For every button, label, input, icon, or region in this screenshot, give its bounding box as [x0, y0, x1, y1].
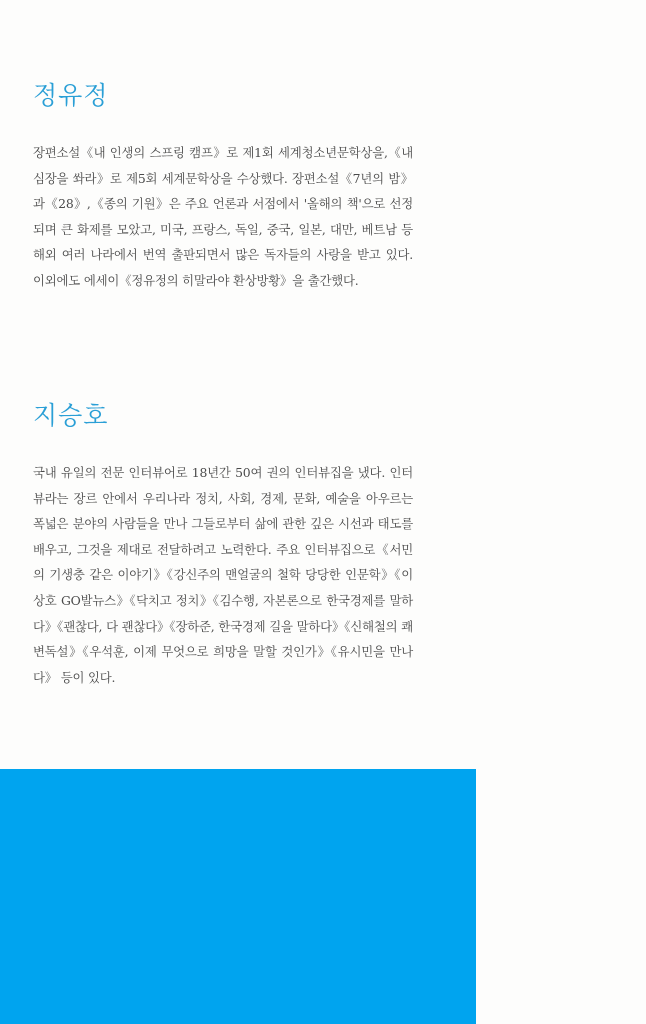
author-name: 지승호	[33, 401, 109, 430]
author-name: 정유정	[33, 81, 109, 110]
author-bio: 장편소설《내 인생의 스프링 캠프》로 제1회 세계청소년문학상을,《내 심장을 쏴라》로 제5회 세계문학상을 수상했다. 장편소설《7년의 밤》과《28》,《종의 기원》은 주요 언론과 서점에서 '올해의 책'으로 선정되며 큰 화제를 모았고, 미국, 프랑스, 독일, 중국, 일본, 대만, 베트남 등 해외 여러 나라에서 번역 출판되면서 많은 독자들의 사랑을 받고 있다. 이외에도 에세이《정유정의 히말라야 환상방황》을 출간했다.	[33, 145, 413, 288]
author-profile-ji-seungho	[33, 398, 413, 690]
blue-color-panel	[0, 769, 476, 1024]
author-bio: 국내 유일의 전문 인터뷰어로 18년간 50여 권의 인터뷰집을 냈다. 인터뷰라는 장르 안에서 우리나라 정치, 사회, 경제, 문화, 예술을 아우르는 폭넓은 분야의 사람들을 만나 그들로부터 삶에 관한 깊은 시선과 태도를 배우고, 그것을 제대로 전달하려고 노력한다. 주요 인터뷰집으로《서민의 기생충 같은 이야기》《강신주의 맨얼굴의 철학 당당한 인문학》《이상호 GO발뉴스》《닥치고 정치》《김수행, 자본론으로 한국경제를 말하다》《괜찮다, 다 괜찮다》《장하준, 한국경제 길을 말하다》《신해철의 쾌변독설》《우석훈, 이제 무엇으로 희망을 말할 것인가》《유시민을 만나다》 등이 있다.	[33, 465, 413, 685]
author-profile-jeong-yujeong	[33, 78, 413, 294]
